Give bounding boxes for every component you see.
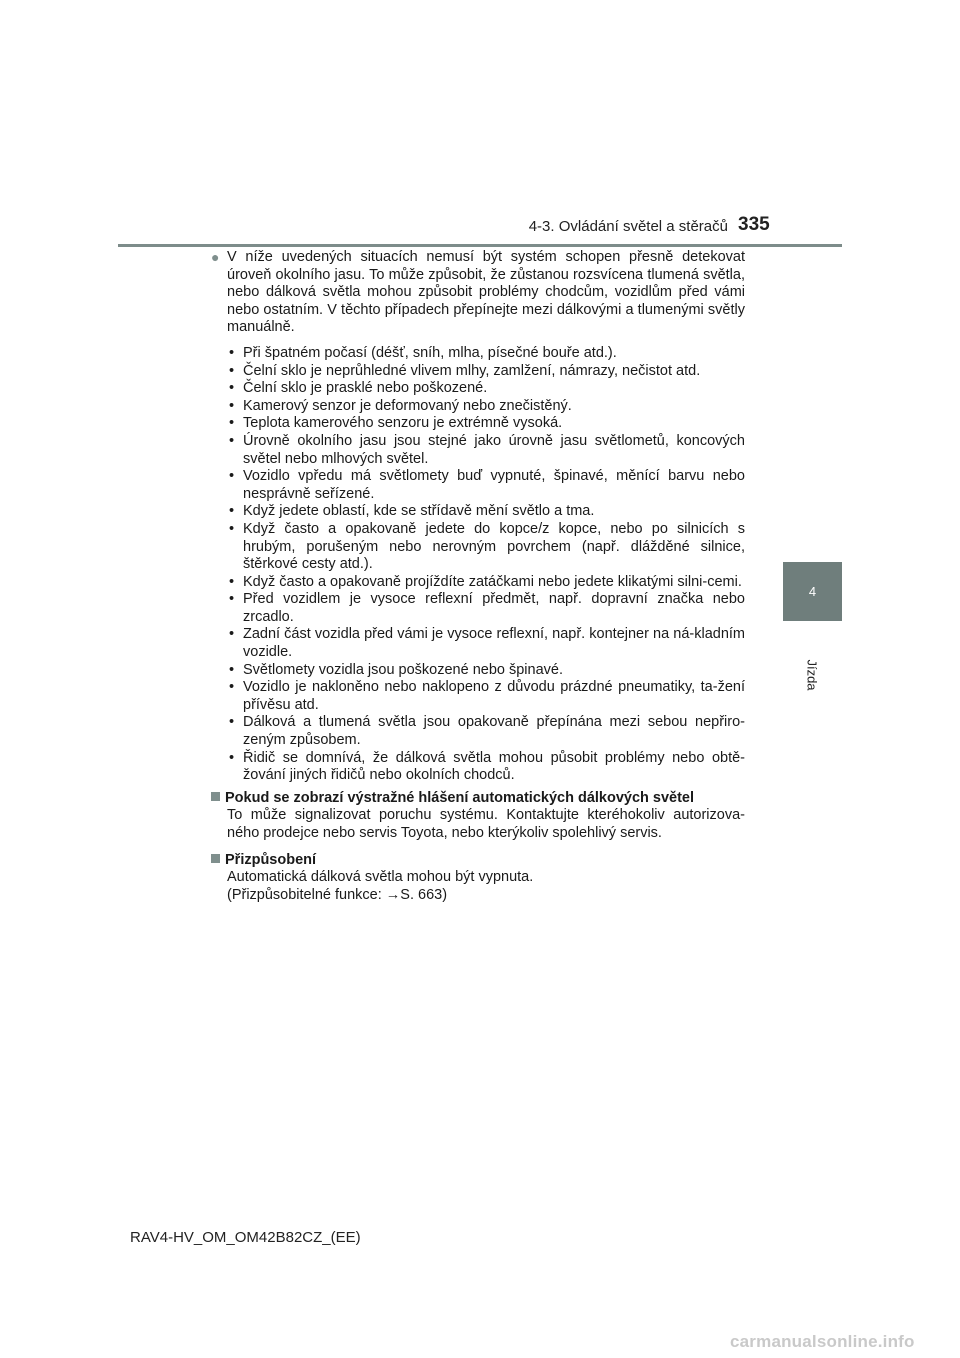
- list-item: • Světlomety vozidla jsou poškozené nebo špinavé.: [227, 662, 745, 680]
- list-item: • Úrovně okolního jasu jsou stejné jako úrovně jasu světlometů, koncových světel nebo mlhových světel.: [227, 433, 745, 468]
- list-item: • Zadní část vozidla před vámi je vysoce reflexní, např. kontejner na ná-kladním vozidle.: [227, 626, 745, 661]
- section-header: 4-3. Ovládání světel a stěračů: [528, 218, 728, 235]
- list-item: • Kamerový senzor je deformovaný nebo znečistěný.: [227, 398, 745, 416]
- warning-message-section: [207, 790, 745, 843]
- page-number: 335: [738, 214, 770, 235]
- intro-paragraph: [207, 249, 745, 337]
- customization-section: [207, 852, 745, 905]
- list-item: • Když často a opakovaně projíždíte zatáčkami nebo jedete klikatými silni-cemi.: [227, 574, 745, 592]
- section-title: Přizpůsobení: [211, 852, 745, 870]
- square-bullet-icon: [211, 854, 220, 863]
- intro-text: V níže uvedených situacích nemusí být systém schopen přesně detekovat úroveň okolního jasu. To může způsobit, že zůstanou rozsvícena tlumená světla, nebo dálková světla mohou způsobit problémy chodcům, vozidlům před vámi nebo ostatním. V těchto případech přepínejte mezi dálkovými a tlumenými světly manuálně.: [227, 249, 745, 336]
- list-item: • Řidič se domnívá, že dálková světla mohou působit problémy nebo obtě-žování jiných řidičů nebo okolních chodců.: [227, 750, 745, 785]
- list-item: • Když často a opakovaně jedete do kopce/z kopce, nebo po silnicích s hrubým, porušeným nebo nerovným povrchem (např. dlážděné silnice, štěrkové cesty atd.).: [227, 521, 745, 574]
- list-item: • Při špatném počasí (déšť, sníh, mlha, písečné bouře atd.).: [227, 345, 745, 363]
- section-body-line: (Přizpůsobitelné funkce: →S. 663): [227, 886, 448, 903]
- situation-list: [207, 345, 745, 785]
- list-item: • Teplota kamerového senzoru je extrémně vysoká.: [227, 415, 745, 433]
- watermark: carmanualsonline.info: [730, 1332, 915, 1351]
- list-item: • Čelní sklo je prasklé nebo poškozené.: [227, 380, 745, 398]
- section-body: To může signalizovat poruchu systému. Kontaktujte kteréhokoliv autorizova-ného prodejce nebo servis Toyota, nebo kterýkoliv spolehlivý servis.: [227, 807, 745, 841]
- header-divider: [118, 244, 842, 247]
- section-body: [211, 869, 745, 904]
- section-title: Pokud se zobrazí výstražné hlášení automatických dálkových světel: [211, 790, 745, 808]
- list-item: • Čelní sklo je neprůhledné vlivem mlhy, zamlžení, námrazy, nečistot atd.: [227, 363, 745, 381]
- chapter-tab: 4: [783, 562, 842, 621]
- list-item: • Když jedete oblastí, kde se střídavě mění světlo a tma.: [227, 503, 745, 521]
- list-item: • Dálková a tlumená světla jsou opakovaně přepínána mezi sebou nepřiro-zeným způsobem.: [227, 714, 745, 749]
- square-bullet-icon: [211, 792, 220, 801]
- page-content: [207, 249, 745, 904]
- section-body-line: Automatická dálková světla mohou být vypnuta.: [227, 869, 534, 886]
- circle-bullet-icon: ●: [211, 249, 220, 265]
- chapter-label: [790, 650, 834, 700]
- chapter-label-text: Jízda: [804, 659, 820, 691]
- list-item: • Před vozidlem je vysoce reflexní předmět, např. dopravní značka nebo zrcadlo.: [227, 591, 745, 626]
- list-item: • Vozidlo je nakloněno nebo naklopeno z důvodu prázdné pneumatiky, ta-žení přívěsu atd.: [227, 679, 745, 714]
- document-code: RAV4-HV_OM_OM42B82CZ_(EE): [130, 1229, 361, 1246]
- list-item: • Vozidlo vpředu má světlomety buď vypnuté, špinavé, měnící barvu nebo nesprávně seřízené.: [227, 468, 745, 503]
